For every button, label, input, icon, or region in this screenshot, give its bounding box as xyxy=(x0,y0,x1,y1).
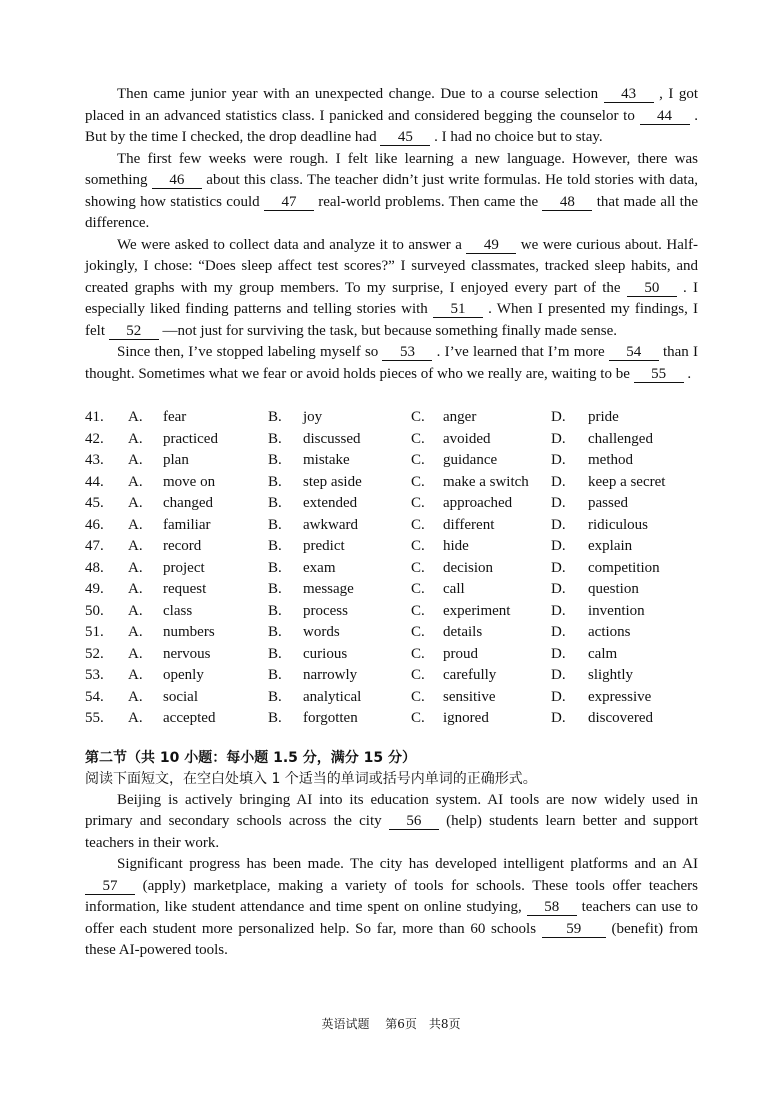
option-text: carefully xyxy=(443,667,497,683)
option-text: openly xyxy=(163,667,204,683)
option-text: expressive xyxy=(588,688,652,705)
option-letter: A. xyxy=(128,667,143,683)
option-letter: B. xyxy=(268,473,282,490)
option-letter: D. xyxy=(551,710,566,726)
option-text: class xyxy=(163,602,193,619)
option-letter: B. xyxy=(268,710,282,726)
option-text: method xyxy=(588,452,633,468)
option-text: familiar xyxy=(163,516,211,533)
option-letter: B. xyxy=(268,495,282,511)
option-letter: C. xyxy=(411,473,425,490)
option-letter: C. xyxy=(411,688,425,705)
option-letter: C. xyxy=(411,538,425,554)
option-letter: B. xyxy=(268,602,282,619)
option-text: discovered xyxy=(588,710,653,726)
blank-54: 54 xyxy=(609,344,659,361)
blank-56: 56 xyxy=(389,813,439,830)
blank-59: 59 xyxy=(542,921,606,938)
option-row xyxy=(85,407,698,429)
option-letter: A. xyxy=(128,624,143,640)
option-text: request xyxy=(163,581,207,597)
option-text: invention xyxy=(588,602,645,619)
option-letter: A. xyxy=(128,538,143,554)
option-row xyxy=(85,601,698,623)
option-text: ignored xyxy=(443,710,489,726)
text: (apply) marketplace, making a variety of tools for schools. These tools offer teachers information, like student attendance and time spent on online studying, xyxy=(85,877,698,915)
question-number: 43. xyxy=(85,452,104,468)
option-letter: D. xyxy=(551,667,566,683)
option-letter: B. xyxy=(268,581,282,597)
option-text: accepted xyxy=(163,710,216,726)
option-letter: A. xyxy=(128,559,143,576)
option-letter: D. xyxy=(551,559,566,576)
paragraph xyxy=(85,235,698,343)
text: that made all the difference. xyxy=(85,193,699,231)
option-text: discussed xyxy=(303,430,361,447)
option-letter: B. xyxy=(268,538,282,554)
option-letter: B. xyxy=(268,430,282,447)
option-text: move on xyxy=(163,473,216,490)
question-number: 45. xyxy=(85,495,104,511)
option-letter: C. xyxy=(411,409,425,425)
option-text: call xyxy=(443,581,465,597)
option-letter: D. xyxy=(551,538,566,554)
option-letter: C. xyxy=(411,645,425,662)
text: (help) students learn better and support teachers in their work. xyxy=(85,813,699,851)
blank-50: 50 xyxy=(627,280,677,297)
option-text: competition xyxy=(588,559,660,576)
option-text: step aside xyxy=(303,473,362,490)
question-number: 44. xyxy=(85,473,104,490)
option-text: decision xyxy=(443,559,493,576)
option-letter: C. xyxy=(411,559,425,576)
paragraph xyxy=(85,342,698,385)
option-letter: A. xyxy=(128,495,143,511)
option-letter: D. xyxy=(551,473,566,490)
blank-44: 44 xyxy=(640,108,690,125)
option-letter: C. xyxy=(411,624,425,640)
question-number: 48. xyxy=(85,559,104,576)
option-letter: A. xyxy=(128,430,143,447)
option-text: social xyxy=(163,688,198,705)
blank-43: 43 xyxy=(604,86,654,103)
option-row xyxy=(85,644,698,666)
option-row xyxy=(85,472,698,494)
option-row xyxy=(85,429,698,451)
option-text: record xyxy=(163,538,202,554)
paragraph xyxy=(85,84,698,149)
option-text: plan xyxy=(163,452,189,468)
option-row xyxy=(85,493,698,515)
option-text: awkward xyxy=(303,516,358,533)
option-text: joy xyxy=(303,409,323,425)
option-letter: B. xyxy=(268,667,282,683)
option-text: experiment xyxy=(443,602,511,619)
passage-cloze xyxy=(85,84,698,385)
option-letter: C. xyxy=(411,581,425,597)
text: Beijing is actively bringing AI into its education system. AI tools are now widely used in primary and secondary schools across the city xyxy=(85,791,698,829)
option-row xyxy=(85,622,698,644)
option-letter: A. xyxy=(128,645,143,662)
option-letter: B. xyxy=(268,409,282,425)
option-text: pride xyxy=(588,409,619,425)
option-row xyxy=(85,558,698,580)
option-row xyxy=(85,450,698,472)
blank-58: 58 xyxy=(527,899,577,916)
text: . xyxy=(687,365,692,382)
text: Significant progress has been made. The city has developed intelligent platforms and an AI xyxy=(117,856,698,872)
option-text: calm xyxy=(588,645,618,662)
option-letter: D. xyxy=(551,602,566,619)
option-text: challenged xyxy=(588,430,653,447)
question-number: 41. xyxy=(85,409,104,425)
option-letter: A. xyxy=(128,688,143,705)
option-text: avoided xyxy=(443,430,491,447)
option-text: numbers xyxy=(163,624,215,640)
blank-46: 46 xyxy=(152,172,202,189)
option-letter: D. xyxy=(551,624,566,640)
text: . But by the time I checked, the drop deadline had xyxy=(85,107,698,145)
option-letter: D. xyxy=(551,516,566,533)
blank-48: 48 xyxy=(542,194,592,211)
option-letter: D. xyxy=(551,688,566,705)
text: about this class. The teacher didn’t just write formulas. He told stories with data, showing how statistics could xyxy=(85,172,699,210)
text: Then came junior year with an unexpected change. Due to a course selection xyxy=(117,86,604,102)
text: . I’ve learned that I’m more xyxy=(436,344,609,360)
paragraph xyxy=(85,790,698,855)
option-row xyxy=(85,708,698,730)
option-text: message xyxy=(303,581,354,597)
question-number: 46. xyxy=(85,516,104,533)
option-text: proud xyxy=(443,645,478,662)
options-table xyxy=(85,407,698,730)
passage-fill xyxy=(85,790,698,962)
section-title: 第二节（共 10 小题：每小题 1.5 分，满分 15 分） xyxy=(85,749,417,766)
option-text: keep a secret xyxy=(588,473,666,490)
question-number: 47. xyxy=(85,538,104,554)
option-letter: C. xyxy=(411,430,425,447)
option-letter: A. xyxy=(128,409,143,425)
section-instruction: 阅读下面短文，在空白处填入 1 个适当的单词或括号内单词的正确形式。 xyxy=(85,770,537,787)
option-letter: C. xyxy=(411,452,425,468)
option-letter: B. xyxy=(268,452,282,468)
question-number: 49. xyxy=(85,581,104,597)
option-text: exam xyxy=(303,559,336,576)
text: real-world problems. Then came the xyxy=(318,193,543,210)
question-number: 52. xyxy=(85,645,104,662)
text: . I had no choice but to stay. xyxy=(434,129,603,145)
text: The first few weeks were rough. I felt like learning a new language. However, there was something xyxy=(85,150,698,188)
blank-57: 57 xyxy=(85,878,135,895)
option-text: process xyxy=(303,602,348,619)
question-number: 53. xyxy=(85,667,104,683)
option-text: passed xyxy=(588,495,628,511)
text: , I got placed in an advanced statistics class. I panicked and considered begging the counselor to xyxy=(85,86,699,124)
paragraph xyxy=(85,149,698,235)
text: —not just for surviving the task, but because something finally made sense. xyxy=(162,322,617,339)
text: We were asked to collect data and analyze it to answer a xyxy=(117,236,467,253)
option-letter: C. xyxy=(411,710,425,726)
option-text: approached xyxy=(443,495,513,511)
blank-49: 49 xyxy=(466,237,516,254)
option-letter: D. xyxy=(551,645,566,662)
option-text: actions xyxy=(588,624,631,640)
option-text: make a switch xyxy=(443,473,529,490)
text: . I especially liked finding patterns and telling stories with xyxy=(85,279,698,317)
option-letter: C. xyxy=(411,667,425,683)
text: teachers can use to offer each student more personalized help. So far, more than 60 schools xyxy=(85,899,699,937)
option-text: mistake xyxy=(303,452,350,468)
option-text: words xyxy=(303,624,340,640)
option-row xyxy=(85,515,698,537)
text: . When I presented my findings, I felt xyxy=(85,301,699,339)
option-letter: A. xyxy=(128,473,143,490)
option-letter: B. xyxy=(268,559,282,576)
option-text: sensitive xyxy=(443,688,496,705)
exam-page xyxy=(85,84,698,962)
option-text: anger xyxy=(443,409,477,425)
option-letter: A. xyxy=(128,581,143,597)
text: than I thought. Sometimes what we fear or avoid holds pieces of who we really are, waiting to be xyxy=(85,344,698,382)
option-letter: A. xyxy=(128,710,143,726)
option-text: extended xyxy=(303,495,358,511)
option-letter: A. xyxy=(128,516,143,533)
question-number: 54. xyxy=(85,688,104,705)
blank-55: 55 xyxy=(634,366,684,383)
option-letter: C. xyxy=(411,602,425,619)
option-letter: D. xyxy=(551,495,566,511)
option-letter: A. xyxy=(128,602,143,619)
text: Since then, I’ve stopped labeling myself so xyxy=(117,344,383,360)
option-text: nervous xyxy=(163,645,211,662)
option-letter: C. xyxy=(411,516,425,533)
option-text: different xyxy=(443,516,495,533)
blank-53: 53 xyxy=(382,344,432,361)
option-text: changed xyxy=(163,495,213,511)
option-row xyxy=(85,579,698,601)
option-text: hide xyxy=(443,538,469,554)
question-number: 51. xyxy=(85,624,104,640)
option-row xyxy=(85,687,698,709)
option-text: slightly xyxy=(588,667,634,683)
paragraph xyxy=(85,854,698,962)
option-text: practiced xyxy=(163,430,218,447)
option-letter: B. xyxy=(268,624,282,640)
text: we were curious about. Half-jokingly, I chose: “Does sleep affect test scores?” I surveyed classmates, tracked sleep habits, and created graphs with my group members. To my surprise, I enjoyed every part of the xyxy=(85,236,699,296)
question-number: 42. xyxy=(85,430,104,447)
blank-45: 45 xyxy=(380,129,430,146)
option-letter: B. xyxy=(268,645,282,662)
option-text: predict xyxy=(303,538,345,554)
option-letter: D. xyxy=(551,409,566,425)
option-text: curious xyxy=(303,645,348,662)
page-footer: 英语试题 第6页 共8页 xyxy=(321,1017,461,1031)
option-letter: D. xyxy=(551,452,566,468)
text: (benefit) from these AI-powered tools. xyxy=(85,920,699,958)
option-letter: A. xyxy=(128,452,143,468)
option-text: fear xyxy=(163,409,187,425)
option-text: guidance xyxy=(443,452,498,468)
option-text: details xyxy=(443,624,483,640)
option-letter: D. xyxy=(551,430,566,447)
option-letter: D. xyxy=(551,581,566,597)
option-text: project xyxy=(163,559,205,576)
blank-47: 47 xyxy=(264,194,314,211)
option-text: explain xyxy=(588,538,633,554)
option-text: analytical xyxy=(303,688,362,705)
option-letter: B. xyxy=(268,688,282,705)
option-row xyxy=(85,665,698,687)
option-letter: C. xyxy=(411,495,425,511)
option-text: question xyxy=(588,581,639,597)
option-text: ridiculous xyxy=(588,516,648,533)
question-number: 50. xyxy=(85,602,104,619)
option-text: narrowly xyxy=(303,667,358,683)
question-number: 55. xyxy=(85,710,104,726)
option-text: forgotten xyxy=(303,710,358,726)
blank-52: 52 xyxy=(109,323,159,340)
option-row xyxy=(85,536,698,558)
blank-51: 51 xyxy=(433,301,483,318)
option-letter: B. xyxy=(268,516,282,533)
